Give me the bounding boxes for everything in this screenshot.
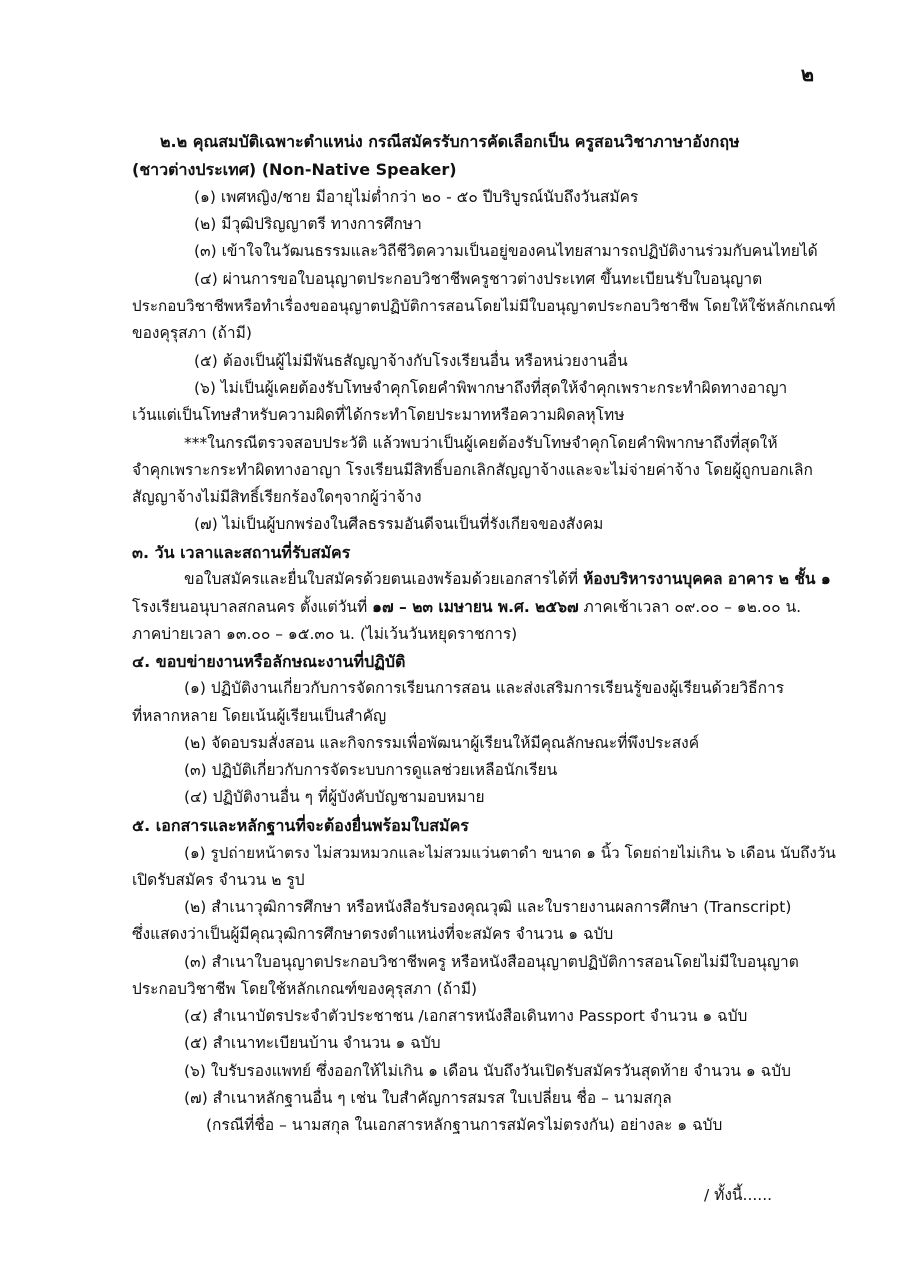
s22-note-line-1: ***ในกรณีตรวจสอบประวัติ แล้วพบว่าเป็นผู้เคยต้องรับโทษจำคุกโดยคำพิพากษาถึงที่สุดให้ bbox=[184, 434, 778, 452]
s5-item-7-line-2: (กรณีที่ชื่อ – นามสกุล ในเอกสารหลักฐานการสมัครไม่ตรงกัน) อย่างละ ๑ ฉบับ bbox=[206, 1116, 723, 1134]
s5-item-1-line-1: (๑) รูปถ่ายหน้าตรง ไม่สวมหมวกและไม่สวมแว่นตาดำ ขนาด ๑ นิ้ว โดยถ่ายไม่เกิน ๖ เดือน นับถึงวัน bbox=[184, 844, 836, 862]
section-3-heading: ๓. วัน เวลาและสถานที่รับสมัคร bbox=[132, 543, 351, 562]
s3-line-1 bbox=[184, 572, 831, 588]
section-4-heading: ๔. ขอบข่ายงานหรือลักษณะงานที่ปฏิบัติ bbox=[132, 652, 406, 671]
s5-item-7-line-1: (๗) สำเนาหลักฐานอื่น ๆ เช่น ใบสำคัญการสมรส ใบเปลี่ยน ชื่อ – นามสกุล bbox=[184, 1089, 672, 1107]
s22-item-4-line-2: ประกอบวิชาชีพหรือทำเรื่องขออนุญาตปฏิบัติการสอนโดยไม่มีใบอนุญาตประกอบวิชาชีพ โดยให้ใช้หลักเกณฑ์ bbox=[132, 297, 836, 315]
section-5-heading: ๕. เอกสารและหลักฐานที่จะต้องยื่นพร้อมใบสมัคร bbox=[132, 816, 469, 835]
section-2-2-heading-cont: (ชาวต่างประเทศ) (Non-Native Speaker) bbox=[132, 160, 457, 179]
s22-item-2: (๒) มีวุฒิปริญญาตรี ทางการศึกษา bbox=[194, 215, 422, 233]
s22-item-1: (๑) เพศหญิง/ชาย มีอายุไม่ต่ำกว่า ๒๐ - ๕๐ ปีบริบูรณ์นับถึงวันสมัคร bbox=[194, 188, 639, 206]
s5-item-3-line-1: (๓) สำเนาใบอนุญาตประกอบวิชาชีพครู หรือหนังสืออนุญาตปฏิบัติการสอนโดยไม่มีใบอนุญาต bbox=[184, 953, 799, 971]
closing-continuation: / ทั้งนี้...... bbox=[704, 1186, 773, 1204]
s4-item-1-line-2: ที่หลากหลาย โดยเน้นผู้เรียนเป็นสำคัญ bbox=[132, 707, 387, 725]
s5-item-6: (๖) ใบรับรองแพทย์ ซึ่งออกให้ไม่เกิน ๑ เดือน นับถึงวันเปิดรับสมัครวันสุดท้าย จำนวน ๑ ฉบับ bbox=[184, 1062, 791, 1080]
s4-item-1-line-1: (๑) ปฏิบัติงานเกี่ยวกับการจัดการเรียนการสอน และส่งเสริมการเรียนรู้ของผู้เรียนด้วยวิธีการ bbox=[184, 679, 785, 697]
s4-item-3: (๓) ปฏิบัติเกี่ยวกับการจัดระบบการดูแลช่วยเหลือนักเรียน bbox=[184, 761, 558, 779]
s5-item-3-line-2: ประกอบวิชาชีพ โดยใช้หลักเกณฑ์ของคุรุสภา (ถ้ามี) bbox=[132, 980, 478, 998]
s5-item-4: (๔) สำเนาบัตรประจำตัวประชาชน /เอกสารหนังสือเดินทาง Passport จำนวน ๑ ฉบับ bbox=[184, 1007, 748, 1025]
s3-line-2-pre: โรงเรียนอนุบาลสกลนคร ตั้งแต่วันที่ bbox=[132, 598, 373, 616]
s5-item-2-line-2: ซึ่งแสดงว่าเป็นผู้มีคุณวุฒิการศึกษาตรงตำแหน่งที่จะสมัคร จำนวน ๑ ฉบับ bbox=[132, 925, 614, 943]
s22-item-3: (๓) เข้าใจในวัฒนธรรมและวิถีชีวิตความเป็นอยู่ของคนไทยสามารถปฏิบัติงานร่วมกับคนไทยได้ bbox=[194, 242, 818, 260]
s22-item-6-line-1: (๖) ไม่เป็นผู้เคยต้องรับโทษจำคุกโดยคำพิพากษาถึงที่สุดให้จำคุกเพราะกระทำผิดทางอาญา bbox=[194, 379, 788, 397]
s3-line-3: ภาคบ่ายเวลา ๑๓.๐๐ – ๑๕.๓๐ น. (ไม่เว้นวันหยุดราชการ) bbox=[132, 625, 518, 643]
s22-item-4-line-3: ของคุรุสภา (ถ้ามี) bbox=[132, 324, 252, 342]
s4-item-4: (๔) ปฏิบัติงานอื่น ๆ ที่ผู้บังคับบัญชามอบหมาย bbox=[184, 788, 485, 806]
s4-item-2: (๒) จัดอบรมสั่งสอน และกิจกรรมเพื่อพัฒนาผู้เรียนให้มีคุณลักษณะที่พึงประสงค์ bbox=[184, 734, 700, 752]
s22-note-line-2: จำคุกเพราะกระทำผิดทางอาญา โรงเรียนมีสิทธิ์บอกเลิกสัญญาจ้างและจะไม่จ่ายค่าจ้าง โดยผู้ถูกบอกเลิก bbox=[132, 461, 813, 479]
s3-line-2-post: ภาคเช้าเวลา ๐๙.๐๐ – ๑๒.๐๐ น. bbox=[578, 598, 802, 616]
s22-item-5: (๕) ต้องเป็นผู้ไม่มีพันธสัญญาจ้างกับโรงเรียนอื่น หรือหน่วยงานอื่น bbox=[194, 352, 628, 370]
s3-line-1-text: ขอใบสมัครและยื่นใบสมัครด้วยตนเองพร้อมด้วยเอกสารได้ที่ bbox=[184, 570, 584, 588]
section-2-2-heading: ๒.๒ คุณสมบัติเฉพาะตำแหน่ง กรณีสมัครรับการคัดเลือกเป็น ครูสอนวิชาภาษาอังกฤษ bbox=[160, 132, 740, 151]
s5-item-5: (๕) สำเนาทะเบียนบ้าน จำนวน ๑ ฉบับ bbox=[184, 1034, 441, 1052]
s3-location: ห้องบริหารงานบุคคล อาคาร ๒ ชั้น ๑ bbox=[583, 570, 831, 588]
s3-dates: ๑๗ – ๒๓ เมษายน พ.ศ. ๒๕๖๗ bbox=[372, 598, 579, 616]
s5-item-1-line-2: เปิดรับสมัคร จำนวน ๒ รูป bbox=[132, 871, 305, 889]
s22-item-4-line-1: (๔) ผ่านการขอใบอนุญาตประกอบวิชาชีพครูชาวต่างประเทศ ขึ้นทะเบียนรับใบอนุญาต bbox=[194, 270, 763, 288]
s3-line-2 bbox=[132, 600, 801, 616]
s5-item-2-line-1: (๒) สำเนาวุฒิการศึกษา หรือหนังสือรับรองคุณวุฒิ และใบรายงานผลการศึกษา (Transcript) bbox=[184, 898, 792, 916]
s22-item-6-line-2: เว้นแต่เป็นโทษสำหรับความผิดที่ได้กระทำโดยประมาทหรือความผิดลหุโทษ bbox=[132, 406, 625, 424]
s22-note-line-3: สัญญาจ้างไม่มีสิทธิ์เรียกร้องใดๆจากผู้ว่าจ้าง bbox=[132, 488, 422, 506]
s22-item-7: (๗) ไม่เป็นผู้บกพร่องในศีลธรรมอันดีจนเป็นที่รังเกียจของสังคม bbox=[194, 515, 604, 533]
page-number: ๒ bbox=[800, 62, 814, 86]
